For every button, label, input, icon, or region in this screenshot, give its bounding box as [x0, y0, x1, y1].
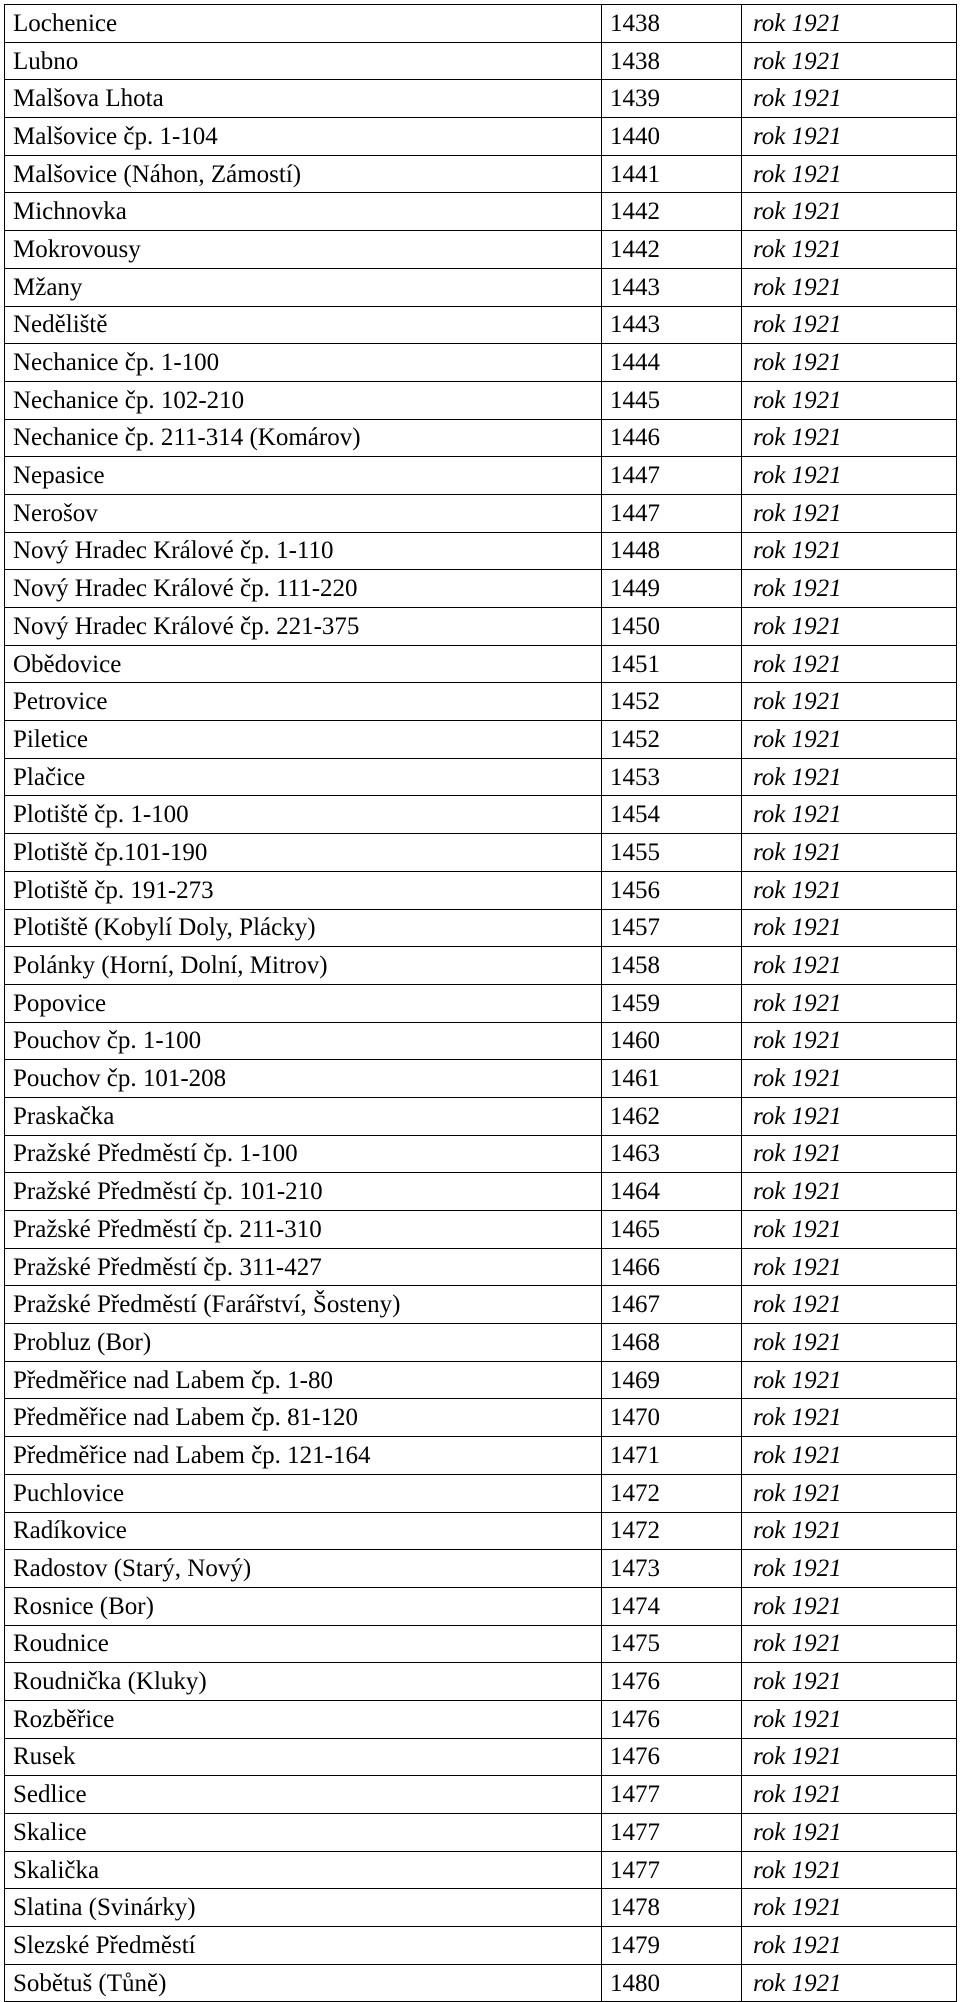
table-row — [5, 1550, 957, 1588]
table-row — [5, 1399, 957, 1437]
inventory-number-cell: 1442 — [602, 193, 742, 231]
table-row — [5, 494, 957, 532]
inventory-number-cell: 1471 — [602, 1437, 742, 1475]
census-year-cell: rok 1921 — [742, 231, 957, 269]
inventory-number-cell: 1440 — [602, 118, 742, 156]
census-year-cell: rok 1921 — [742, 834, 957, 872]
census-year-cell: rok 1921 — [742, 1211, 957, 1249]
table-row — [5, 1211, 957, 1249]
inventory-number-cell: 1480 — [602, 1964, 742, 2002]
place-name-cell: Předměřice nad Labem čp. 121-164 — [5, 1437, 602, 1475]
inventory-number-cell: 1455 — [602, 834, 742, 872]
inventory-number-cell: 1463 — [602, 1135, 742, 1173]
place-name-cell: Mokrovousy — [5, 231, 602, 269]
table-row — [5, 118, 957, 156]
census-year-cell: rok 1921 — [742, 1135, 957, 1173]
place-name-cell: Roudnice — [5, 1625, 602, 1663]
place-name-cell: Radostov (Starý, Nový) — [5, 1550, 602, 1588]
place-name-cell: Lochenice — [5, 5, 602, 43]
place-name-cell: Malšova Lhota — [5, 80, 602, 118]
table-row — [5, 1587, 957, 1625]
inventory-number-cell: 1456 — [602, 871, 742, 909]
census-year-cell: rok 1921 — [742, 721, 957, 759]
census-year-cell: rok 1921 — [742, 1399, 957, 1437]
inventory-number-cell: 1443 — [602, 306, 742, 344]
inventory-number-cell: 1473 — [602, 1550, 742, 1588]
place-name-cell: Pouchov čp. 101-208 — [5, 1060, 602, 1098]
place-name-cell: Lubno — [5, 42, 602, 80]
census-year-cell: rok 1921 — [742, 1738, 957, 1776]
census-year-cell: rok 1921 — [742, 1625, 957, 1663]
place-name-cell: Obědovice — [5, 645, 602, 683]
place-name-cell: Slezské Předměstí — [5, 1927, 602, 1965]
place-name-cell: Rozběřice — [5, 1700, 602, 1738]
census-year-cell: rok 1921 — [742, 5, 957, 43]
inventory-number-cell: 1464 — [602, 1173, 742, 1211]
place-name-cell: Sobětuš (Tůně) — [5, 1964, 602, 2002]
table-row — [5, 909, 957, 947]
inventory-number-cell: 1452 — [602, 683, 742, 721]
place-name-cell: Rosnice (Bor) — [5, 1587, 602, 1625]
table-row — [5, 1625, 957, 1663]
census-year-cell: rok 1921 — [742, 457, 957, 495]
census-year-cell: rok 1921 — [742, 570, 957, 608]
inventory-number-cell: 1472 — [602, 1474, 742, 1512]
place-name-cell: Nepasice — [5, 457, 602, 495]
table-row — [5, 344, 957, 382]
table-row — [5, 1022, 957, 1060]
census-year-cell: rok 1921 — [742, 758, 957, 796]
census-year-cell: rok 1921 — [742, 984, 957, 1022]
table-row — [5, 645, 957, 683]
census-year-cell: rok 1921 — [742, 42, 957, 80]
table-row — [5, 721, 957, 759]
table-row — [5, 1097, 957, 1135]
table-row — [5, 1135, 957, 1173]
inventory-number-cell: 1475 — [602, 1625, 742, 1663]
inventory-number-cell: 1447 — [602, 457, 742, 495]
place-name-cell: Předměřice nad Labem čp. 81-120 — [5, 1399, 602, 1437]
inventory-number-cell: 1451 — [602, 645, 742, 683]
place-name-cell: Polánky (Horní, Dolní, Mitrov) — [5, 947, 602, 985]
place-name-cell: Praskačka — [5, 1097, 602, 1135]
inventory-number-cell: 1443 — [602, 268, 742, 306]
place-name-cell: Petrovice — [5, 683, 602, 721]
table-row — [5, 532, 957, 570]
place-name-cell: Skalice — [5, 1814, 602, 1852]
inventory-number-cell: 1457 — [602, 909, 742, 947]
inventory-number-cell: 1476 — [602, 1663, 742, 1701]
inventory-number-cell: 1453 — [602, 758, 742, 796]
table-row — [5, 1738, 957, 1776]
table-row — [5, 947, 957, 985]
table-row — [5, 1474, 957, 1512]
table-row — [5, 1663, 957, 1701]
inventory-number-cell: 1452 — [602, 721, 742, 759]
inventory-number-cell: 1459 — [602, 984, 742, 1022]
census-year-cell: rok 1921 — [742, 1964, 957, 2002]
table-row — [5, 381, 957, 419]
place-name-cell: Plotiště čp. 1-100 — [5, 796, 602, 834]
inventory-number-cell: 1476 — [602, 1738, 742, 1776]
census-year-cell: rok 1921 — [742, 80, 957, 118]
inventory-number-cell: 1438 — [602, 42, 742, 80]
inventory-number-cell: 1461 — [602, 1060, 742, 1098]
inventory-number-cell: 1449 — [602, 570, 742, 608]
table-row — [5, 193, 957, 231]
census-year-cell: rok 1921 — [742, 1173, 957, 1211]
inventory-number-cell: 1446 — [602, 419, 742, 457]
census-year-cell: rok 1921 — [742, 683, 957, 721]
table-row — [5, 1776, 957, 1814]
census-year-cell: rok 1921 — [742, 193, 957, 231]
place-name-cell: Nechanice čp. 211-314 (Komárov) — [5, 419, 602, 457]
place-name-cell: Slatina (Svinárky) — [5, 1889, 602, 1927]
census-year-cell: rok 1921 — [742, 1324, 957, 1362]
table-row — [5, 570, 957, 608]
inventory-number-cell: 1448 — [602, 532, 742, 570]
inventory-number-cell: 1462 — [602, 1097, 742, 1135]
inventory-number-cell: 1470 — [602, 1399, 742, 1437]
place-name-cell: Radíkovice — [5, 1512, 602, 1550]
place-name-cell: Nový Hradec Králové čp. 1-110 — [5, 532, 602, 570]
census-year-cell: rok 1921 — [742, 1851, 957, 1889]
table-row — [5, 1889, 957, 1927]
census-year-cell: rok 1921 — [742, 381, 957, 419]
table-row — [5, 796, 957, 834]
census-year-cell: rok 1921 — [742, 494, 957, 532]
table-row — [5, 1927, 957, 1965]
table-row — [5, 871, 957, 909]
census-year-cell: rok 1921 — [742, 1927, 957, 1965]
inventory-number-cell: 1450 — [602, 608, 742, 646]
place-name-cell: Plotiště (Kobylí Doly, Plácky) — [5, 909, 602, 947]
table-row — [5, 1173, 957, 1211]
table-row — [5, 80, 957, 118]
inventory-number-cell: 1441 — [602, 155, 742, 193]
inventory-number-cell: 1477 — [602, 1776, 742, 1814]
census-year-cell: rok 1921 — [742, 1060, 957, 1098]
place-name-cell: Pražské Předměstí (Farářství, Šosteny) — [5, 1286, 602, 1324]
census-year-cell: rok 1921 — [742, 344, 957, 382]
census-year-cell: rok 1921 — [742, 118, 957, 156]
table-row — [5, 1286, 957, 1324]
inventory-number-cell: 1438 — [602, 5, 742, 43]
place-name-cell: Malšovice (Náhon, Zámostí) — [5, 155, 602, 193]
census-year-cell: rok 1921 — [742, 1776, 957, 1814]
table-row — [5, 306, 957, 344]
table-body — [5, 5, 957, 2002]
census-year-cell: rok 1921 — [742, 1889, 957, 1927]
place-name-cell: Nechanice čp. 102-210 — [5, 381, 602, 419]
place-name-cell: Pouchov čp. 1-100 — [5, 1022, 602, 1060]
inventory-number-cell: 1458 — [602, 947, 742, 985]
inventory-number-cell: 1477 — [602, 1814, 742, 1852]
place-name-cell: Probluz (Bor) — [5, 1324, 602, 1362]
table-row — [5, 1814, 957, 1852]
place-name-cell: Mžany — [5, 268, 602, 306]
table-row — [5, 1964, 957, 2002]
table-row — [5, 758, 957, 796]
census-register-table — [4, 4, 957, 2002]
inventory-number-cell: 1468 — [602, 1324, 742, 1362]
table-row — [5, 42, 957, 80]
census-year-cell: rok 1921 — [742, 608, 957, 646]
census-year-cell: rok 1921 — [742, 1512, 957, 1550]
census-year-cell: rok 1921 — [742, 1700, 957, 1738]
table-row — [5, 1700, 957, 1738]
inventory-number-cell: 1476 — [602, 1700, 742, 1738]
place-name-cell: Nerošov — [5, 494, 602, 532]
census-year-cell: rok 1921 — [742, 419, 957, 457]
table-row — [5, 608, 957, 646]
table-row — [5, 1851, 957, 1889]
census-year-cell: rok 1921 — [742, 947, 957, 985]
place-name-cell: Puchlovice — [5, 1474, 602, 1512]
census-year-cell: rok 1921 — [742, 1663, 957, 1701]
inventory-number-cell: 1465 — [602, 1211, 742, 1249]
table-row — [5, 268, 957, 306]
place-name-cell: Michnovka — [5, 193, 602, 231]
inventory-number-cell: 1474 — [602, 1587, 742, 1625]
inventory-number-cell: 1477 — [602, 1851, 742, 1889]
place-name-cell: Piletice — [5, 721, 602, 759]
census-year-cell: rok 1921 — [742, 909, 957, 947]
table-row — [5, 1361, 957, 1399]
inventory-number-cell: 1445 — [602, 381, 742, 419]
census-year-cell: rok 1921 — [742, 796, 957, 834]
inventory-number-cell: 1478 — [602, 1889, 742, 1927]
place-name-cell: Plotiště čp.101-190 — [5, 834, 602, 872]
census-year-cell: rok 1921 — [742, 1022, 957, 1060]
table-row — [5, 419, 957, 457]
place-name-cell: Nový Hradec Králové čp. 111-220 — [5, 570, 602, 608]
census-year-cell: rok 1921 — [742, 645, 957, 683]
inventory-number-cell: 1472 — [602, 1512, 742, 1550]
inventory-number-cell: 1439 — [602, 80, 742, 118]
place-name-cell: Rusek — [5, 1738, 602, 1776]
table-row — [5, 231, 957, 269]
census-year-cell: rok 1921 — [742, 1437, 957, 1475]
census-year-cell: rok 1921 — [742, 1587, 957, 1625]
table-row — [5, 834, 957, 872]
place-name-cell: Plotiště čp. 191-273 — [5, 871, 602, 909]
place-name-cell: Nechanice čp. 1-100 — [5, 344, 602, 382]
table-row — [5, 984, 957, 1022]
inventory-number-cell: 1442 — [602, 231, 742, 269]
census-year-cell: rok 1921 — [742, 1248, 957, 1286]
table-row — [5, 1060, 957, 1098]
census-year-cell: rok 1921 — [742, 1474, 957, 1512]
place-name-cell: Neděliště — [5, 306, 602, 344]
table-row — [5, 155, 957, 193]
place-name-cell: Roudnička (Kluky) — [5, 1663, 602, 1701]
table-row — [5, 5, 957, 43]
census-year-cell: rok 1921 — [742, 1097, 957, 1135]
table-row — [5, 1324, 957, 1362]
census-year-cell: rok 1921 — [742, 155, 957, 193]
place-name-cell: Pražské Předměstí čp. 101-210 — [5, 1173, 602, 1211]
place-name-cell: Sedlice — [5, 1776, 602, 1814]
inventory-number-cell: 1444 — [602, 344, 742, 382]
census-year-cell: rok 1921 — [742, 1361, 957, 1399]
inventory-number-cell: 1454 — [602, 796, 742, 834]
table-row — [5, 683, 957, 721]
place-name-cell: Pražské Předměstí čp. 311-427 — [5, 1248, 602, 1286]
table-row — [5, 1437, 957, 1475]
census-year-cell: rok 1921 — [742, 532, 957, 570]
table-row — [5, 1512, 957, 1550]
table-row — [5, 1248, 957, 1286]
census-year-cell: rok 1921 — [742, 1550, 957, 1588]
census-year-cell: rok 1921 — [742, 1286, 957, 1324]
place-name-cell: Pražské Předměstí čp. 211-310 — [5, 1211, 602, 1249]
inventory-number-cell: 1460 — [602, 1022, 742, 1060]
place-name-cell: Plačice — [5, 758, 602, 796]
place-name-cell: Popovice — [5, 984, 602, 1022]
place-name-cell: Pražské Předměstí čp. 1-100 — [5, 1135, 602, 1173]
census-year-cell: rok 1921 — [742, 306, 957, 344]
inventory-number-cell: 1467 — [602, 1286, 742, 1324]
table-row — [5, 457, 957, 495]
place-name-cell: Malšovice čp. 1-104 — [5, 118, 602, 156]
census-year-cell: rok 1921 — [742, 1814, 957, 1852]
inventory-number-cell: 1466 — [602, 1248, 742, 1286]
inventory-number-cell: 1469 — [602, 1361, 742, 1399]
place-name-cell: Předměřice nad Labem čp. 1-80 — [5, 1361, 602, 1399]
census-year-cell: rok 1921 — [742, 871, 957, 909]
inventory-number-cell: 1479 — [602, 1927, 742, 1965]
place-name-cell: Nový Hradec Králové čp. 221-375 — [5, 608, 602, 646]
place-name-cell: Skalička — [5, 1851, 602, 1889]
inventory-number-cell: 1447 — [602, 494, 742, 532]
census-year-cell: rok 1921 — [742, 268, 957, 306]
